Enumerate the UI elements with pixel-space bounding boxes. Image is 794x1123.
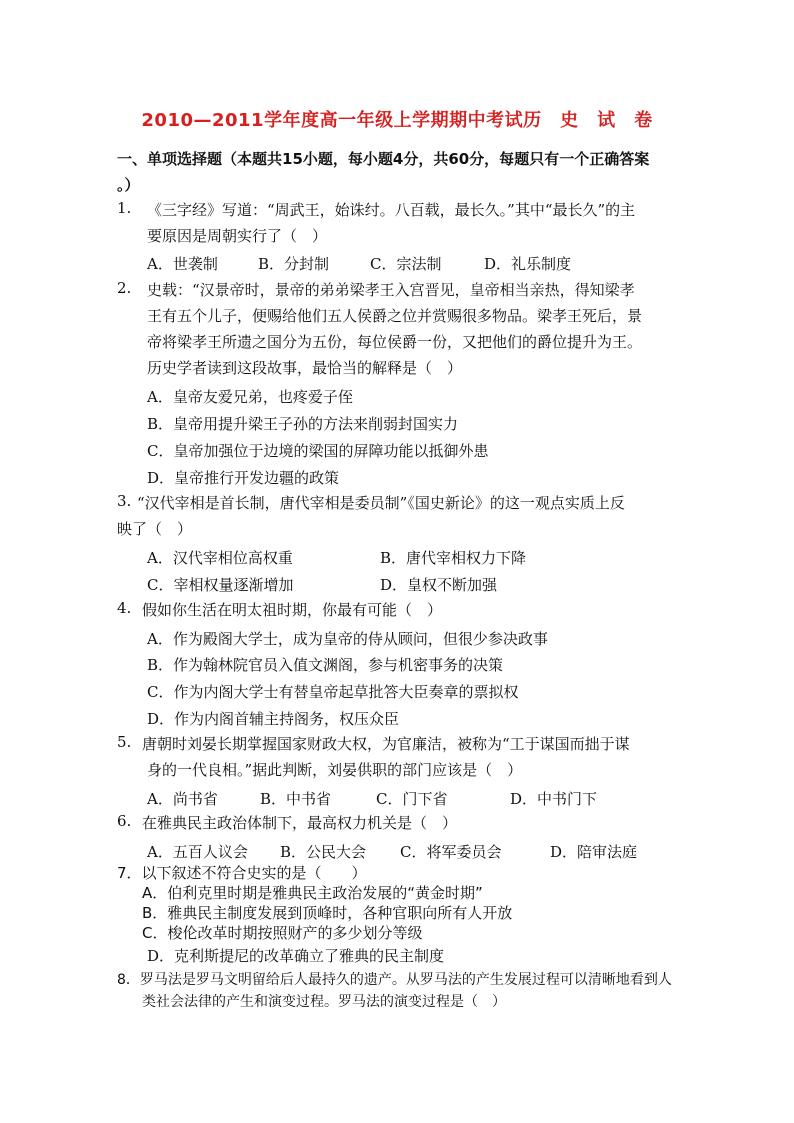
q6-option-a: A．五百人议会 bbox=[147, 843, 248, 861]
q2-option-a: A．皇帝友爱兄弟，也疼爱子侄 bbox=[147, 388, 353, 406]
q6-stem-line1: 在雅典民主政治体制下，最高权力机关是（ ） bbox=[142, 814, 458, 832]
q6-option-b: B．公民大会 bbox=[280, 843, 367, 861]
q7-stem-line1: 7．以下叙述不符合史实的是（ ） bbox=[117, 864, 367, 882]
q5-number: 5. bbox=[117, 733, 132, 751]
q4-option-b: B．作为翰林院官员入值文渊阁，参与机密事务的决策 bbox=[147, 656, 504, 674]
q3-option-a: A．汉代宰相位高权重 bbox=[147, 549, 293, 567]
q3-number: 3. bbox=[117, 492, 132, 510]
q2-stem-line1: 史载：“汉景帝时，景帝的弟弟梁孝王入宫晋见，皇帝相当亲热，得知梁孝 bbox=[147, 281, 635, 299]
q8-stem-line2: 类社会法律的产生和演变过程。罗马法的演变过程是（ ） bbox=[142, 994, 506, 1010]
q7-option-b: B．雅典民主制度发展到顶峰时，各种官职向所有人开放 bbox=[142, 904, 513, 922]
q3-option-d: D．皇权不断加强 bbox=[380, 576, 498, 594]
q4-stem-line1: 假如你生活在明太祖时期，你最有可能（ ） bbox=[142, 601, 443, 619]
section-heading-line2: 。） bbox=[117, 176, 140, 194]
q4-option-c: C．作为内阁大学士有替皇帝起草批答大臣奏章的票拟权 bbox=[147, 683, 519, 701]
q2-number: 2. bbox=[117, 279, 132, 297]
q5-option-d: D．中书门下 bbox=[510, 790, 598, 808]
q5-stem-line2: 身的一代良相。”据此判断，刘晏供职的部门应该是（ ） bbox=[147, 761, 523, 779]
q1-option-d: D．礼乐制度 bbox=[484, 255, 572, 273]
q7-option-a: A．伯利克里时期是雅典民主政治发展的“黄金时期” bbox=[142, 884, 483, 902]
q1-stem-line1: 《三字经》写道：“周武王，始诛纣。八百载，最长久。”其中“最长久”的主 bbox=[147, 201, 636, 219]
q2-stem-line4: 历史学者读到这段故事，最恰当的解释是（ ） bbox=[147, 359, 463, 377]
q4-option-a: A．作为殿阁大学士，成为皇帝的侍从顾问，但很少参决政事 bbox=[147, 630, 548, 648]
q3-option-c: C．宰相权量逐渐增加 bbox=[147, 576, 294, 594]
q1-stem-line2: 要原因是周朝实行了（ ） bbox=[147, 227, 328, 245]
q6-option-d: D．陪审法庭 bbox=[550, 843, 638, 861]
q5-option-b: B．中书省 bbox=[260, 790, 332, 808]
section-heading-line1: 一、单项选择题（本题共15小题，每小题4分，共60分，每题只有一个正确答案 bbox=[117, 150, 650, 168]
section-heading bbox=[117, 146, 677, 198]
q7-option-d: D．克利斯提尼的改革确立了雅典的民主制度 bbox=[147, 947, 445, 965]
q1-number: 1. bbox=[117, 199, 132, 217]
q6-option-c: C．将军委员会 bbox=[400, 843, 502, 861]
q5-option-a: A．尚书省 bbox=[147, 790, 218, 808]
q1-option-a: A．世袭制 bbox=[147, 255, 218, 273]
q7-option-c: C．梭伦改革时期按照财产的多少划分等级 bbox=[142, 924, 423, 942]
q2-option-c: C．皇帝加强位于边境的梁国的屏障功能以抵御外患 bbox=[147, 442, 489, 460]
q2-stem-line3: 帝将梁孝王所遗之国分为五份，每位侯爵一份，又把他们的爵位提升为王。 bbox=[147, 333, 643, 351]
exam-title: 2010—2011学年度高一年级上学期期中考试历 史 试 卷 bbox=[141, 110, 653, 131]
q6-number: 6. bbox=[117, 812, 132, 830]
q2-stem-line2: 王有五个儿子，便赐给他们五人侯爵之位并赏赐很多物品。梁孝王死后，景 bbox=[147, 307, 643, 325]
q1-option-b: B．分封制 bbox=[258, 255, 330, 273]
q2-option-d: D．皇帝推行开发边疆的政策 bbox=[147, 469, 340, 487]
q4-number: 4. bbox=[117, 599, 132, 617]
q8-stem-line1: 8．罗马法是罗马文明留给后人最持久的遗产。从罗马法的产生发展过程可以清晰地看到人 bbox=[117, 972, 672, 988]
q2-option-b: B．皇帝用提升梁王子孙的方法来削弱封国实力 bbox=[147, 415, 459, 433]
q5-option-c: C．门下省 bbox=[376, 790, 448, 808]
q3-option-b: B．唐代宰相权力下降 bbox=[380, 549, 527, 567]
q1-option-c: C．宗法制 bbox=[370, 255, 442, 273]
q3-stem-line1: “汉代宰相是首长制，唐代宰相是委员制”《国史新论》的这一观点实质上反 bbox=[137, 494, 625, 512]
q5-stem-line1: 唐朝时刘晏长期掌握国家财政大权，为官廉洁，被称为“工于谋国而拙于谋 bbox=[142, 735, 630, 753]
q4-option-d: D．作为内阁首辅主持阁务，权压众臣 bbox=[147, 710, 400, 728]
q3-stem-line2: 映了（ ） bbox=[117, 520, 193, 538]
